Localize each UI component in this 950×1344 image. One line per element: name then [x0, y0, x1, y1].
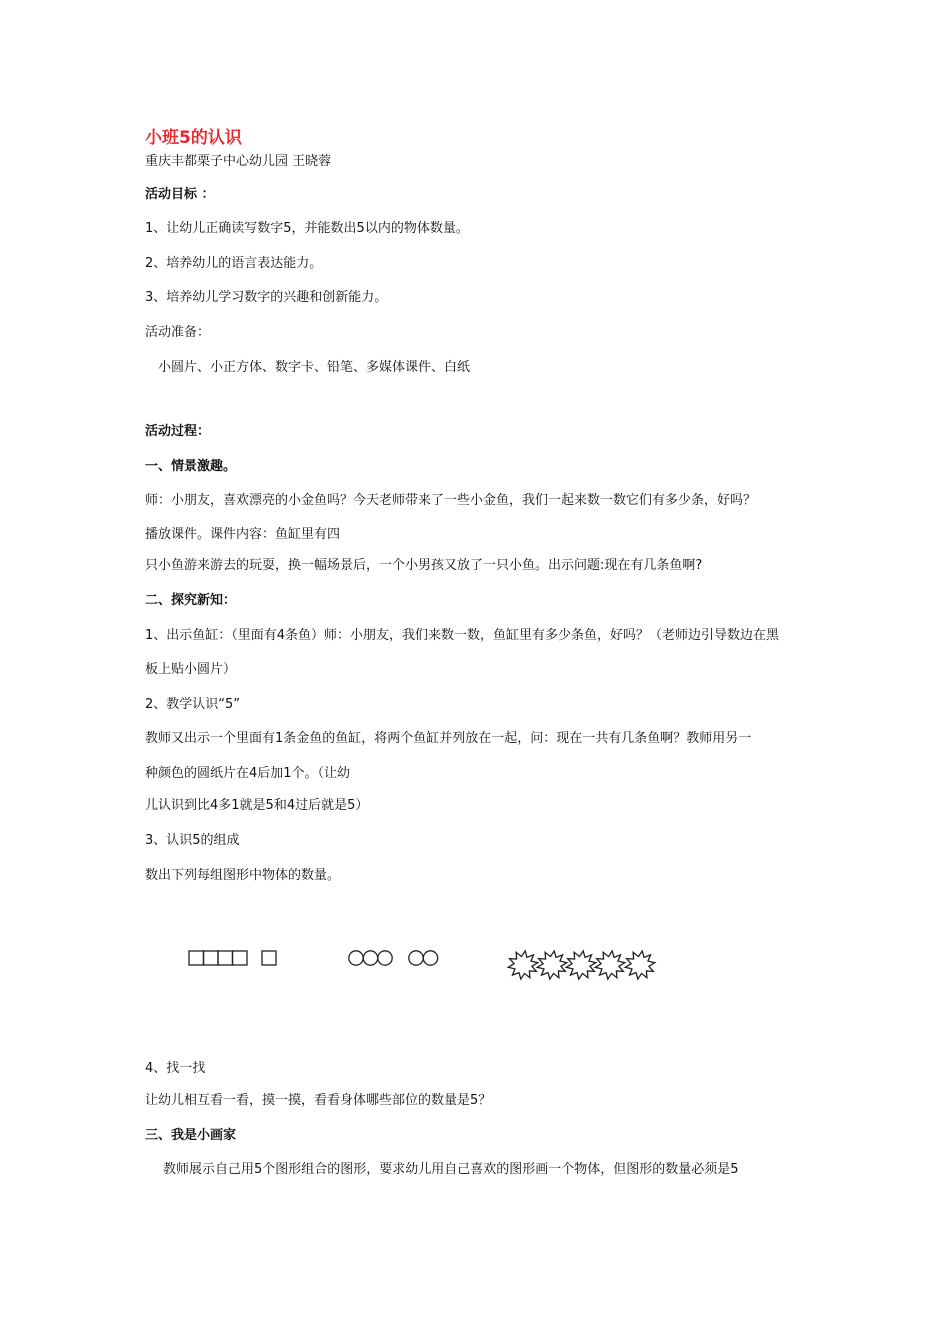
goal-item: 2、培养幼儿的语言表达能力。	[145, 256, 323, 271]
square-icon	[233, 951, 248, 965]
paragraph-line: 教师展示自己用5个图形组合的图形，要求幼儿用自己喜欢的图形画一个物体，但图形的数量必须是5	[163, 1162, 739, 1177]
star-burst-icon	[537, 951, 567, 979]
paragraph-line: 种颜色的圆纸片在4后加1个。（让幼	[145, 766, 351, 781]
star-burst-icon	[566, 951, 596, 979]
document-title: 小班5的认识	[145, 128, 242, 148]
prep-heading: 活动准备：	[145, 325, 211, 340]
circle-group	[349, 951, 438, 965]
square-icon	[218, 951, 233, 965]
circle-icon	[409, 951, 423, 965]
paragraph-line: 师：小朋友，喜欢漂亮的小金鱼吗？今天老师带来了一些小金鱼，我们一起来数一数它们有多少条，好吗？	[145, 493, 757, 508]
paragraph-line: 只小鱼游来游去的玩耍，换一幅场景后，一个小男孩又放了一只小鱼。出示问题:现在有几条鱼啊?	[145, 558, 703, 573]
goal-item: 1、让幼儿正确读写数字5，并能数出5以内的物体数量。	[145, 221, 469, 236]
paragraph-line: 数出下列每组图形中物体的数量。	[145, 868, 341, 883]
square-icon	[189, 951, 204, 965]
process-heading: 活动过程：	[145, 424, 211, 439]
paragraph-line: 儿认识到比4多1就是5和4过后就是5）	[145, 798, 369, 813]
paragraph-line: 播放课件。课件内容：鱼缸里有四	[145, 527, 341, 542]
star-burst-icon	[595, 951, 625, 979]
goals-heading: 活动目标 ：	[145, 187, 215, 202]
star-burst-icon	[625, 951, 655, 979]
goal-item: 3、培养幼儿学习数字的兴趣和创新能力。	[145, 290, 388, 305]
square-icon	[204, 951, 219, 965]
paragraph-line: 4、找一找	[145, 1061, 206, 1076]
prep-items: 小圆片、小正方体、数字卡、铅笔、多媒体课件、白纸	[158, 360, 471, 375]
paragraph-line: 3、认识5的组成	[145, 833, 240, 848]
section-heading: 一、情景激趣。	[145, 459, 237, 474]
circle-icon	[423, 951, 437, 965]
section-heading: 二、探究新知：	[145, 593, 237, 608]
section-heading: 三、我是小画家	[145, 1128, 237, 1143]
paragraph-line: 2、教学认识“5”	[145, 697, 241, 712]
square-icon	[262, 951, 276, 965]
circle-icon	[349, 951, 363, 965]
paragraph-line: 1、出示鱼缸：（里面有4条鱼）师：小朋友，我们来数一数，鱼缸里有多少条鱼，好吗？（老师边引导数边在黑	[145, 628, 780, 643]
paragraph-line: 板上贴小圆片）	[145, 662, 237, 677]
star-burst-icon	[508, 951, 538, 979]
star-burst-group	[508, 951, 655, 979]
paragraph-line: 让幼儿相互看一看，摸一摸，看看身体哪些部位的数量是5？	[145, 1093, 492, 1108]
circle-icon	[378, 951, 392, 965]
paragraph-line: 教师又出示一个里面有1条金鱼的鱼缸，将两个鱼缸并列放在一起，问：现在一共有几条鱼啊？教师用另一	[145, 731, 752, 746]
circle-icon	[363, 951, 377, 965]
square-group	[189, 951, 276, 965]
author-line: 重庆丰都栗子中心幼儿园 王晓蓉	[145, 154, 332, 169]
